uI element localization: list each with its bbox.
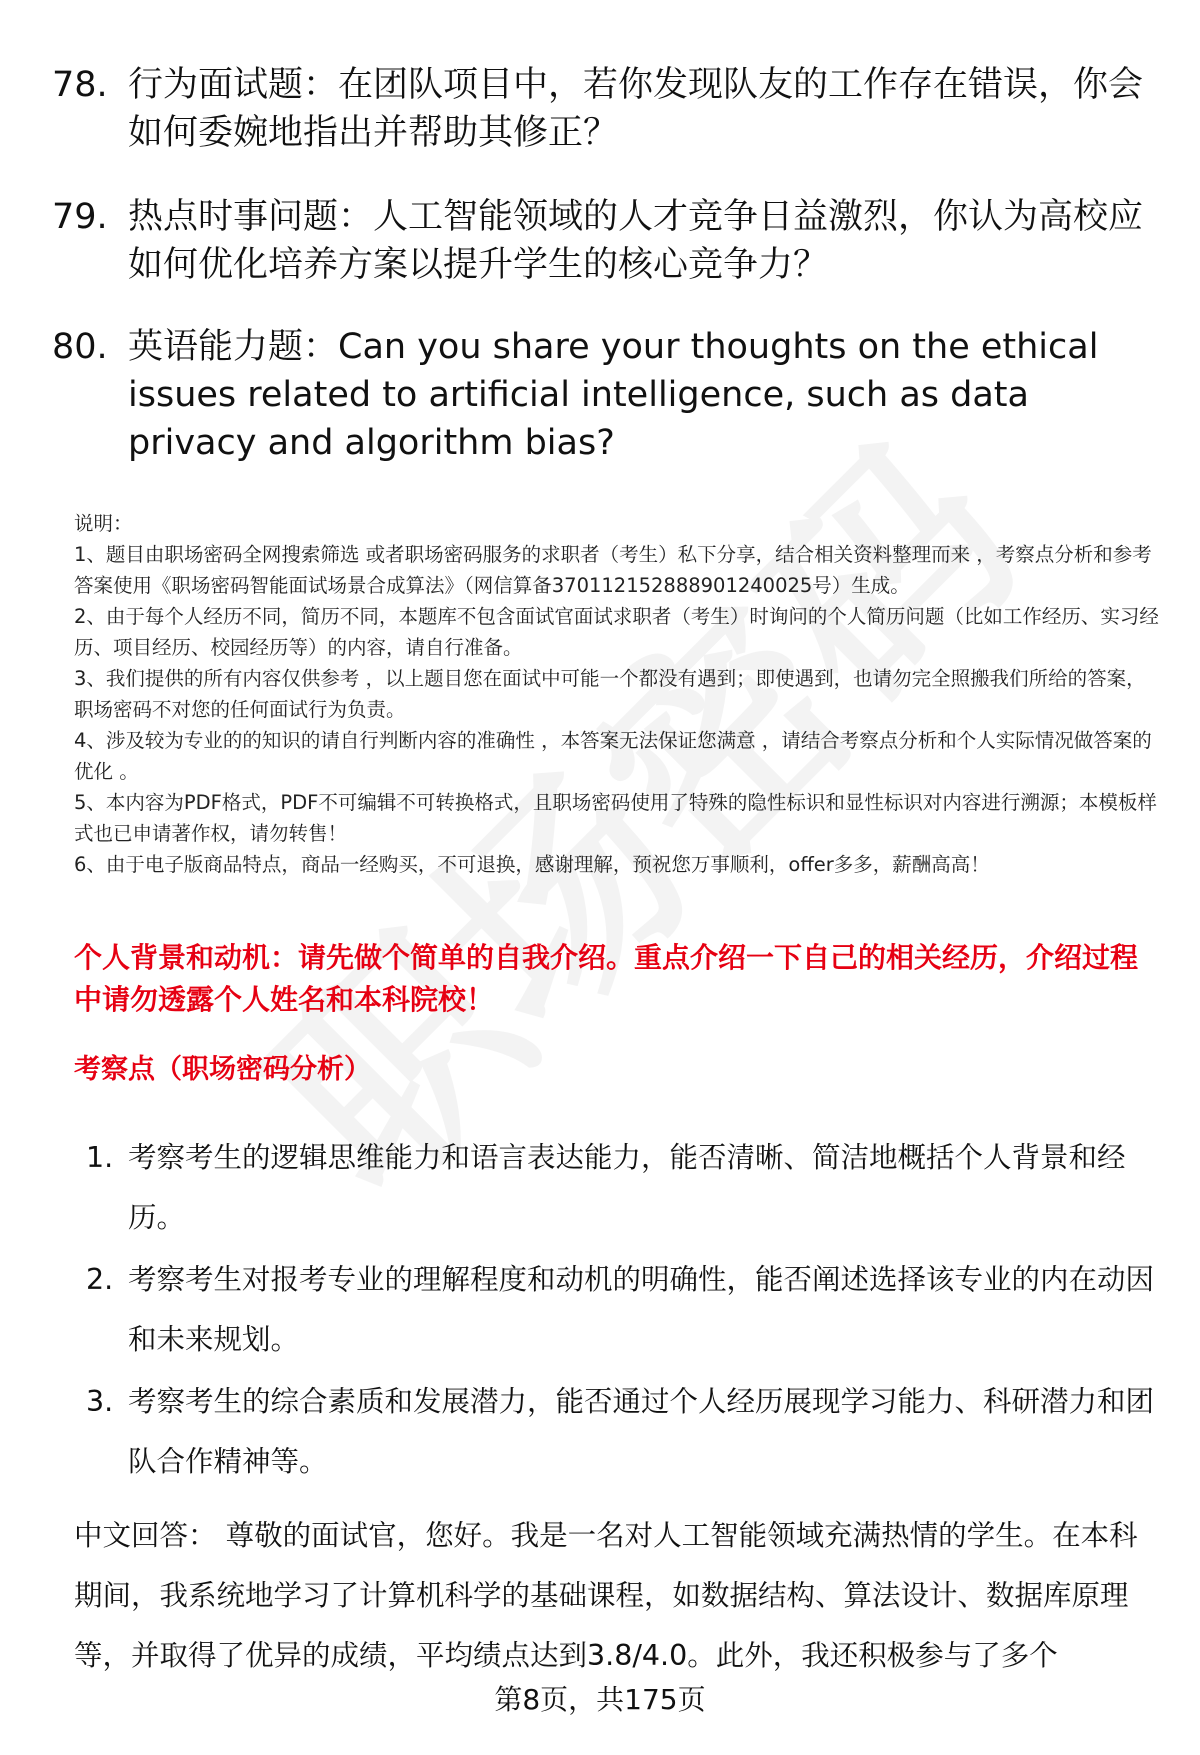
note-item: 6、由于电子版商品特点，商品一经购买，不可退换，感谢理解，预祝您万事顺利，offer多多，薪酬高高！ [74, 853, 990, 876]
list-item-text: 考察考生对报考专业的理解程度和动机的明确性，能否阐述选择该专业的内在动因和未来规划。 [128, 1263, 1155, 1356]
note-item: 5、本内容为PDF格式，PDF不可编辑不可转换格式，且职场密码使用了特殊的隐性标识和显性标识对内容进行溯源；本模板样式也已申请著作权，请勿转售！ [74, 791, 1157, 845]
question-text: 热点时事问题：人工智能领域的人才竞争日益激烈，你认为高校应如何优化培养方案以提升学生的核心竞争力？ [128, 197, 1144, 285]
list-item [74, 1372, 1164, 1492]
answer-label: 中文回答： [74, 1519, 217, 1552]
list-item [74, 1250, 1164, 1370]
question-80 [52, 323, 1152, 467]
notes-title: 说明： [74, 512, 133, 535]
question-79 [52, 193, 1152, 289]
assessment-points-heading: 考察点（职场密码分析） [74, 1054, 371, 1085]
question-text: 英语能力题：Can you share your thoughts on the ethical issues related to artificial intelligence, such as data privacy and algorithm bias? [128, 327, 1099, 463]
note-item: 3、我们提供的所有内容仅供参考 ，以上题目您在面试中可能一个都没有遇到；即使遇到，也请勿完全照搬我们所给的答案，职场密码不对您的任何面试行为负责。 [74, 667, 1146, 721]
question-78 [52, 61, 1152, 157]
notes-section [74, 508, 1164, 880]
assessment-points-list [74, 1128, 1164, 1494]
list-item-text: 考察考生的逻辑思维能力和语言表达能力，能否清晰、简洁地概括个人背景和经历。 [128, 1141, 1126, 1234]
answer-paragraph [74, 1506, 1164, 1686]
note-item: 4、涉及较为专业的的知识的请自行判断内容的准确性 ，本答案无法保证您满意 ，请结合考察点分析和个人实际情况做答案的优化 。 [74, 729, 1152, 783]
list-item-number: 1. [86, 1141, 114, 1174]
note-item: 1、题目由职场密码全网搜索筛选 或者职场密码服务的求职者（考生）私下分享，结合相关资料整理而来 ，考察点分析和参考答案使用《职场密码智能面试场景合成算法》（网信算备370112152888901240025号）生成。 [74, 543, 1152, 597]
list-item-number: 2. [86, 1263, 114, 1296]
question-text: 行为面试题：在团队项目中，若你发现队友的工作存在错误，你会如何委婉地指出并帮助其修正？ [128, 65, 1144, 153]
question-number: 79. [52, 197, 108, 237]
note-item: 2、由于每个人经历不同，简历不同，本题库不包含面试官面试求职者（考生）时询问的个人简历问题（比如工作经历、实习经历、项目经历、校园经历等）的内容，请自行准备。 [74, 605, 1159, 659]
question-number: 80. [52, 327, 108, 367]
list-item-number: 3. [86, 1385, 114, 1418]
question-number: 78. [52, 65, 108, 105]
background-question-heading: 个人背景和动机：请先做个简单的自我介绍。重点介绍一下自己的相关经历，介绍过程中请勿透露个人姓名和本科院校！ [74, 941, 1139, 1016]
page-footer: 第8页，共175页 [494, 1683, 706, 1716]
list-item-text: 考察考生的综合素质和发展潜力，能否通过个人经历展现学习能力、科研潜力和团队合作精神等。 [128, 1385, 1155, 1478]
list-item [74, 1128, 1164, 1248]
answer-text: 尊敬的面试官，您好。我是一名对人工智能领域充满热情的学生。在本科期间，我系统地学习了计算机科学的基础课程，如数据结构、算法设计、数据库原理等，并取得了优异的成绩，平均绩点达到3.8/4.0。此外，我还积极参与了多个 [74, 1519, 1138, 1672]
